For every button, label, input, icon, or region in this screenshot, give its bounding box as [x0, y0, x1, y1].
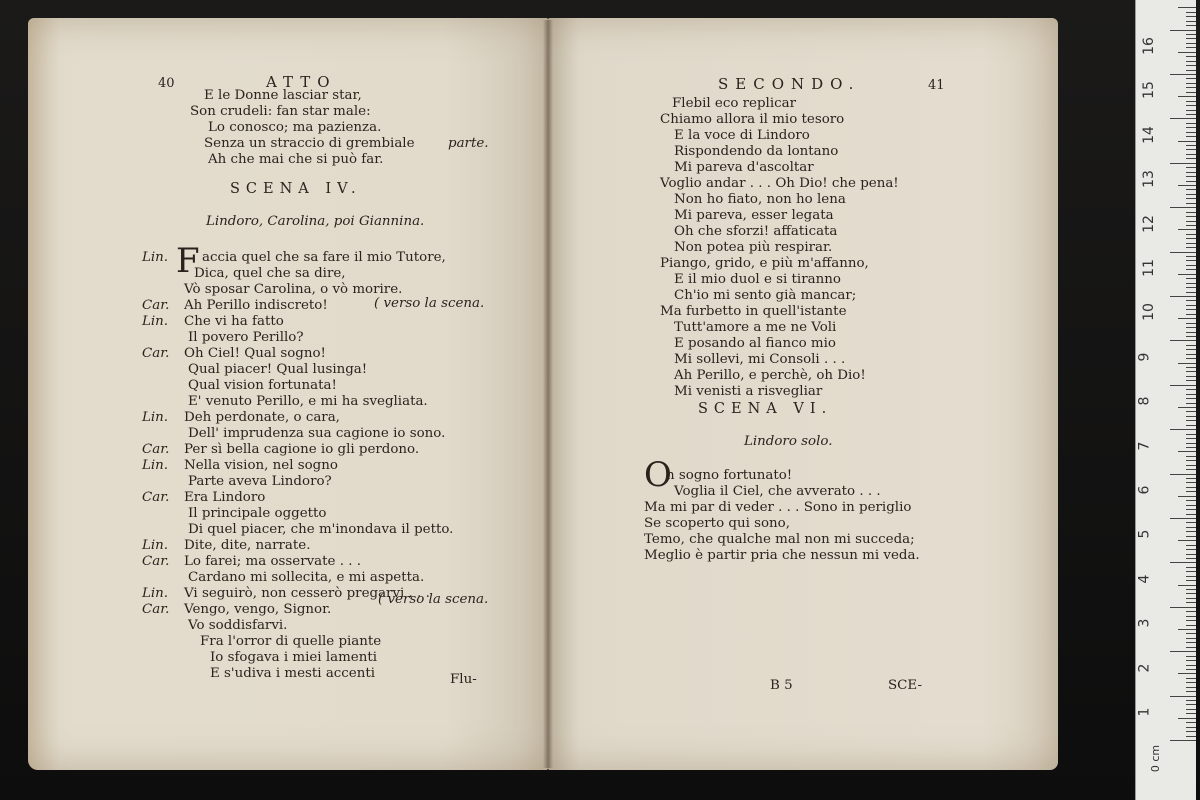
- ruler-tick: [1186, 300, 1196, 301]
- ruler-tick: [1186, 447, 1196, 448]
- dialogue-line: Che vi ha fatto: [184, 314, 284, 329]
- speaker-label: Lin.: [142, 458, 169, 473]
- ruler-number: 9: [1136, 352, 1153, 362]
- dialogue-line: E' venuto Perillo, e mi ha svegliata.: [188, 394, 428, 409]
- verse-line: Flebil eco replicar: [672, 96, 796, 111]
- ruler-tick: [1186, 16, 1196, 17]
- ruler-number: 6: [1136, 485, 1153, 495]
- ruler-tick: [1186, 305, 1196, 306]
- verse-line: Ah che mai che si può far.: [208, 152, 384, 167]
- ruler-tick: [1186, 238, 1196, 239]
- ruler-tick: [1186, 38, 1196, 39]
- page-number-left: 40: [158, 76, 175, 91]
- ruler-tick: [1170, 474, 1196, 475]
- ruler-tick: [1186, 283, 1196, 284]
- dialogue-line: Vo soddisfarvi.: [188, 618, 288, 633]
- ruler-tick: [1170, 163, 1196, 164]
- ruler-tick: [1186, 203, 1196, 204]
- monologue-line: Voglia il Ciel, che avverato . . .: [674, 484, 881, 499]
- right-page: [548, 18, 1058, 770]
- verse-line: E posando al fianco mio: [674, 336, 836, 351]
- ruler-tick: [1186, 21, 1196, 22]
- ruler-tick: [1186, 376, 1196, 377]
- verse-line: Chiamo allora il mio tesoro: [660, 112, 845, 127]
- ruler-tick: [1186, 691, 1196, 692]
- ruler-tick: [1186, 576, 1196, 577]
- ruler-tick: [1186, 558, 1196, 559]
- ruler-number: 4: [1136, 574, 1153, 584]
- character-list: Lindoro, Carolina, poi Giannina.: [206, 214, 425, 229]
- running-head-left: ATTO: [266, 73, 337, 91]
- ruler-tick: [1178, 540, 1196, 541]
- monologue-line: Meglio è partir pria che nessun mi veda.: [644, 548, 920, 563]
- page-number-right: 41: [928, 78, 945, 93]
- ruler-tick: [1186, 110, 1196, 111]
- signature-mark: B 5: [770, 678, 793, 693]
- verse-line: Mi pareva, esser legata: [674, 208, 834, 223]
- ruler-tick: [1186, 522, 1196, 523]
- ruler-tick: [1186, 571, 1196, 572]
- ruler-tick: [1178, 274, 1196, 275]
- ruler-tick: [1186, 514, 1196, 515]
- speaker-label: Lin.: [142, 410, 169, 425]
- ruler-number: 16: [1140, 37, 1157, 55]
- ruler-number: 7: [1136, 441, 1153, 451]
- stage-direction: parte.: [448, 136, 489, 151]
- verse-line: Ma furbetto in quell'istante: [660, 304, 847, 319]
- ruler-tick: [1186, 416, 1196, 417]
- ruler-tick: [1178, 718, 1196, 719]
- dialogue-line: Per sì bella cagione io gli perdono.: [184, 442, 420, 457]
- dialogue-line: Ah Perillo indiscreto!: [184, 298, 328, 313]
- ruler-tick: [1186, 633, 1196, 634]
- ruler-tick: [1186, 487, 1196, 488]
- ruler-tick: [1186, 234, 1196, 235]
- verse-line: Senza un straccio di grembiale: [204, 136, 415, 151]
- ruler-tick: [1186, 642, 1196, 643]
- ruler-tick: [1186, 327, 1196, 328]
- dialogue-line: accia quel che sa fare il mio Tutore,: [202, 250, 446, 265]
- ruler-tick: [1178, 52, 1196, 53]
- ruler-tick: [1186, 567, 1196, 568]
- ruler-number: 12: [1140, 214, 1157, 233]
- ruler-unit-label: 0 cm: [1149, 744, 1163, 773]
- ruler-tick: [1186, 491, 1196, 492]
- ruler-tick: [1186, 216, 1196, 217]
- ruler-tick: [1186, 704, 1196, 705]
- dialogue-line: Vengo, vengo, Signor.: [184, 602, 332, 617]
- dialogue-line: Nella vision, nel sogno: [184, 458, 338, 473]
- monologue-line: h sogno fortunato!: [666, 468, 793, 483]
- ruler-tick: [1186, 500, 1196, 501]
- ruler-number: 10: [1140, 303, 1157, 322]
- ruler-tick: [1178, 407, 1196, 408]
- ruler-tick: [1170, 740, 1196, 741]
- speaker-label: Car.: [142, 442, 170, 457]
- ruler-tick: [1170, 429, 1196, 430]
- ruler-tick: [1186, 527, 1196, 528]
- ruler-tick: [1186, 731, 1196, 732]
- ruler-tick: [1186, 149, 1196, 150]
- ruler-tick: [1186, 247, 1196, 248]
- ruler-tick: [1178, 96, 1196, 97]
- verse-line: Rispondendo da lontano: [674, 144, 839, 159]
- ruler-tick: [1186, 434, 1196, 435]
- dialogue-line: Parte aveva Lindoro?: [188, 474, 332, 489]
- verse-line: Mi venisti a risvegliar: [674, 384, 823, 399]
- dialogue-line: Dell' imprudenza sua cagione io sono.: [188, 426, 446, 441]
- ruler-tick: [1186, 536, 1196, 537]
- ruler-tick: [1170, 30, 1196, 31]
- ruler-tick: [1186, 345, 1196, 346]
- scene-title: SCENA IV.: [230, 181, 362, 197]
- speaker-label: Car.: [142, 554, 170, 569]
- verse-line: E le Donne lasciar star,: [204, 88, 362, 103]
- ruler-tick: [1186, 598, 1196, 599]
- dialogue-line: Deh perdonate, o cara,: [184, 410, 340, 425]
- speaker-label: Car.: [142, 346, 170, 361]
- ruler-tick: [1186, 132, 1196, 133]
- ruler-number: 15: [1140, 81, 1157, 100]
- dialogue-line: Fra l'orror di quelle piante: [200, 634, 382, 649]
- ruler-tick: [1186, 531, 1196, 532]
- verse-line: Oh che sforzi! affaticata: [674, 224, 838, 239]
- ruler-tick: [1170, 74, 1196, 75]
- ruler-tick: [1186, 482, 1196, 483]
- drop-cap-o: O: [644, 455, 672, 495]
- drop-cap-f: F: [176, 241, 200, 281]
- ruler-tick: [1178, 363, 1196, 364]
- ruler-tick: [1186, 371, 1196, 372]
- ruler-tick: [1186, 505, 1196, 506]
- stage-direction: ( verso la scena.: [378, 592, 489, 607]
- ruler-tick: [1186, 545, 1196, 546]
- verse-line: Ch'io mi sento già mancar;: [674, 288, 857, 303]
- ruler-tick: [1186, 181, 1196, 182]
- ruler-tick: [1186, 549, 1196, 550]
- ruler-tick: [1186, 736, 1196, 737]
- ruler-tick: [1186, 101, 1196, 102]
- ruler-tick: [1170, 340, 1196, 341]
- monologue-line: Ma mi par di veder . . . Sono in periglio: [644, 500, 912, 515]
- book-gutter: [543, 20, 553, 768]
- ruler-tick: [1186, 92, 1196, 93]
- ruler-tick: [1186, 278, 1196, 279]
- dialogue-line: Dica, quel che sa dire,: [194, 266, 346, 281]
- ruler-tick: [1178, 318, 1196, 319]
- ruler-tick: [1186, 625, 1196, 626]
- ruler-tick: [1186, 221, 1196, 222]
- ruler-tick: [1186, 443, 1196, 444]
- ruler-tick: [1186, 260, 1196, 261]
- ruler-tick: [1186, 394, 1196, 395]
- verse-line: Piango, grido, e più m'affanno,: [660, 256, 869, 271]
- ruler-tick: [1186, 65, 1196, 66]
- ruler-tick: [1186, 145, 1196, 146]
- ruler-tick: [1186, 127, 1196, 128]
- ruler-tick: [1186, 114, 1196, 115]
- left-page: [28, 18, 548, 770]
- ruler-tick: [1186, 420, 1196, 421]
- verse-line: E il mio duol e si tiranno: [674, 272, 841, 287]
- ruler-tick: [1186, 398, 1196, 399]
- ruler-tick: [1186, 354, 1196, 355]
- monologue-line: Temo, che qualche mal non mi succeda;: [644, 532, 915, 547]
- verse-line: Son crudeli: fan star male:: [190, 104, 371, 119]
- catchword: SCE-: [888, 678, 922, 693]
- ruler-number: 11: [1140, 259, 1157, 277]
- verse-line: E la voce di Lindoro: [674, 128, 810, 143]
- ruler-tick: [1186, 460, 1196, 461]
- ruler-tick: [1186, 265, 1196, 266]
- ruler-tick: [1186, 478, 1196, 479]
- ruler-tick: [1186, 713, 1196, 714]
- ruler-tick: [1178, 673, 1196, 674]
- ruler-tick: [1186, 123, 1196, 124]
- ruler-tick: [1186, 682, 1196, 683]
- ruler-tick: [1186, 194, 1196, 195]
- ruler-tick: [1186, 176, 1196, 177]
- ruler-tick: [1186, 243, 1196, 244]
- verse-line: Mi sollevi, mi Consoli . . .: [674, 352, 846, 367]
- ruler-tick: [1186, 380, 1196, 381]
- dialogue-line: Il povero Perillo?: [188, 330, 304, 345]
- ruler-tick: [1186, 620, 1196, 621]
- ruler-number: 8: [1136, 396, 1153, 406]
- scene-title: SCENA VI.: [698, 401, 833, 417]
- ruler-tick: [1186, 70, 1196, 71]
- ruler-tick: [1186, 43, 1196, 44]
- running-head-right: SECONDO.: [718, 75, 861, 93]
- ruler-tick: [1186, 589, 1196, 590]
- ruler-tick: [1186, 287, 1196, 288]
- ruler-tick: [1186, 367, 1196, 368]
- ruler-tick: [1186, 580, 1196, 581]
- ruler-tick: [1186, 611, 1196, 612]
- ruler-tick: [1186, 136, 1196, 137]
- ruler-tick: [1178, 141, 1196, 142]
- ruler-tick: [1186, 172, 1196, 173]
- ruler-tick: [1186, 323, 1196, 324]
- ruler-tick: [1186, 638, 1196, 639]
- ruler-tick: [1178, 629, 1196, 630]
- stage-direction: ( verso la scena.: [374, 296, 485, 311]
- ruler-tick: [1178, 185, 1196, 186]
- ruler-tick: [1170, 562, 1196, 563]
- dialogue-line: Il principale oggetto: [188, 506, 327, 521]
- ruler-tick: [1170, 518, 1196, 519]
- ruler-tick: [1186, 154, 1196, 155]
- verse-line: Ah Perillo, e perchè, oh Dio!: [674, 368, 866, 383]
- ruler-tick: [1186, 465, 1196, 466]
- ruler-tick: [1186, 665, 1196, 666]
- character-list: Lindoro solo.: [744, 434, 833, 449]
- ruler-number: 1: [1136, 707, 1153, 717]
- ruler-tick: [1186, 309, 1196, 310]
- verse-line: Mi pareva d'ascoltar: [674, 160, 814, 175]
- ruler-tick: [1186, 12, 1196, 13]
- ruler-tick: [1186, 700, 1196, 701]
- dialogue-line: Era Lindoro: [184, 490, 266, 505]
- ruler-tick: [1178, 496, 1196, 497]
- ruler-tick: [1186, 314, 1196, 315]
- dialogue-line: Oh Ciel! Qual sogno!: [184, 346, 326, 361]
- ruler-tick: [1186, 167, 1196, 168]
- dialogue-line: Lo farei; ma osservate . . .: [184, 554, 361, 569]
- ruler-tick: [1170, 651, 1196, 652]
- ruler-tick: [1170, 296, 1196, 297]
- ruler-tick: [1170, 252, 1196, 253]
- ruler-tick: [1186, 593, 1196, 594]
- ruler-number: 5: [1136, 529, 1153, 539]
- dialogue-line: Qual piacer! Qual lusinga!: [188, 362, 368, 377]
- monologue-line: Se scoperto qui sono,: [644, 516, 790, 531]
- ruler-tick: [1186, 687, 1196, 688]
- ruler-tick: [1178, 229, 1196, 230]
- ruler-tick: [1186, 225, 1196, 226]
- ruler-tick: [1186, 34, 1196, 35]
- ruler-tick: [1186, 438, 1196, 439]
- verse-line: Voglio andar . . . Oh Dio! che pena!: [660, 176, 899, 191]
- ruler-tick: [1186, 87, 1196, 88]
- speaker-label: Lin.: [142, 250, 169, 265]
- ruler-tick: [1186, 509, 1196, 510]
- ruler-tick: [1186, 25, 1196, 26]
- ruler-tick: [1186, 269, 1196, 270]
- ruler-tick: [1170, 385, 1196, 386]
- ruler-tick: [1170, 118, 1196, 119]
- dialogue-line: E s'udiva i mesti accenti: [210, 666, 376, 681]
- dialogue-line: Io sfogava i miei lamenti: [210, 650, 378, 665]
- ruler-tick: [1186, 656, 1196, 657]
- ruler-tick: [1186, 647, 1196, 648]
- ruler-tick: [1186, 292, 1196, 293]
- speaker-label: Car.: [142, 602, 170, 617]
- ruler-tick: [1186, 332, 1196, 333]
- verse-line: Lo conosco; ma pazienza.: [208, 120, 382, 135]
- speaker-label: Car.: [142, 298, 170, 313]
- ruler-tick: [1186, 660, 1196, 661]
- ruler-tick: [1186, 212, 1196, 213]
- ruler-number: 3: [1136, 618, 1153, 628]
- catchword: Flu-: [450, 672, 477, 687]
- ruler-tick: [1186, 61, 1196, 62]
- ruler-tick: [1186, 78, 1196, 79]
- ruler-tick: [1186, 469, 1196, 470]
- ruler-tick: [1186, 336, 1196, 337]
- verse-line: Non ho fiato, non ho lena: [674, 192, 846, 207]
- ruler-tick: [1186, 189, 1196, 190]
- dialogue-line: Vò sposar Carolina, o vò morire.: [184, 282, 403, 297]
- ruler-tick: [1178, 7, 1196, 8]
- verse-line: Tutt'amore a me ne Voli: [674, 320, 837, 335]
- ruler-number: 13: [1140, 170, 1157, 189]
- ruler-tick: [1170, 207, 1196, 208]
- speaker-label: Lin.: [142, 586, 169, 601]
- ruler-tick: [1186, 256, 1196, 257]
- ruler-tick: [1186, 56, 1196, 57]
- ruler-tick: [1186, 47, 1196, 48]
- ruler-tick: [1186, 722, 1196, 723]
- ruler-tick: [1186, 349, 1196, 350]
- verse-line: Non potea più respirar.: [674, 240, 833, 255]
- ruler-tick: [1186, 602, 1196, 603]
- ruler-tick: [1186, 616, 1196, 617]
- ruler-tick: [1186, 425, 1196, 426]
- ruler-number: 14: [1140, 125, 1157, 144]
- dialogue-line: Dite, dite, narrate.: [184, 538, 311, 553]
- ruler-tick: [1186, 83, 1196, 84]
- ruler-tick: [1186, 456, 1196, 457]
- ruler-tick: [1186, 105, 1196, 106]
- dialogue-line: Vi seguirò, non cesserò pregarvi . . .: [184, 586, 430, 601]
- speaker-label: Lin.: [142, 538, 169, 553]
- speaker-label: Car.: [142, 490, 170, 505]
- ruler-tick: [1186, 158, 1196, 159]
- ruler-tick: [1170, 607, 1196, 608]
- ruler-tick: [1186, 403, 1196, 404]
- ruler-tick: [1186, 389, 1196, 390]
- ruler-number: 2: [1136, 663, 1153, 673]
- dialogue-line: Qual vision fortunata!: [188, 378, 337, 393]
- ruler-tick: [1186, 358, 1196, 359]
- ruler-tick: [1186, 709, 1196, 710]
- ruler-tick: [1186, 727, 1196, 728]
- ruler-tick: [1170, 696, 1196, 697]
- ruler-tick: [1178, 451, 1196, 452]
- ruler-tick: [1186, 198, 1196, 199]
- ruler-tick: [1178, 585, 1196, 586]
- measurement-ruler: [1135, 0, 1196, 800]
- ruler-tick: [1186, 669, 1196, 670]
- dialogue-line: Cardano mi sollecita, e mi aspetta.: [188, 570, 425, 585]
- ruler-tick: [1186, 678, 1196, 679]
- speaker-label: Lin.: [142, 314, 169, 329]
- dialogue-line: Di quel piacer, che m'inondava il petto.: [188, 522, 454, 537]
- ruler-tick: [1186, 554, 1196, 555]
- ruler-tick: [1186, 411, 1196, 412]
